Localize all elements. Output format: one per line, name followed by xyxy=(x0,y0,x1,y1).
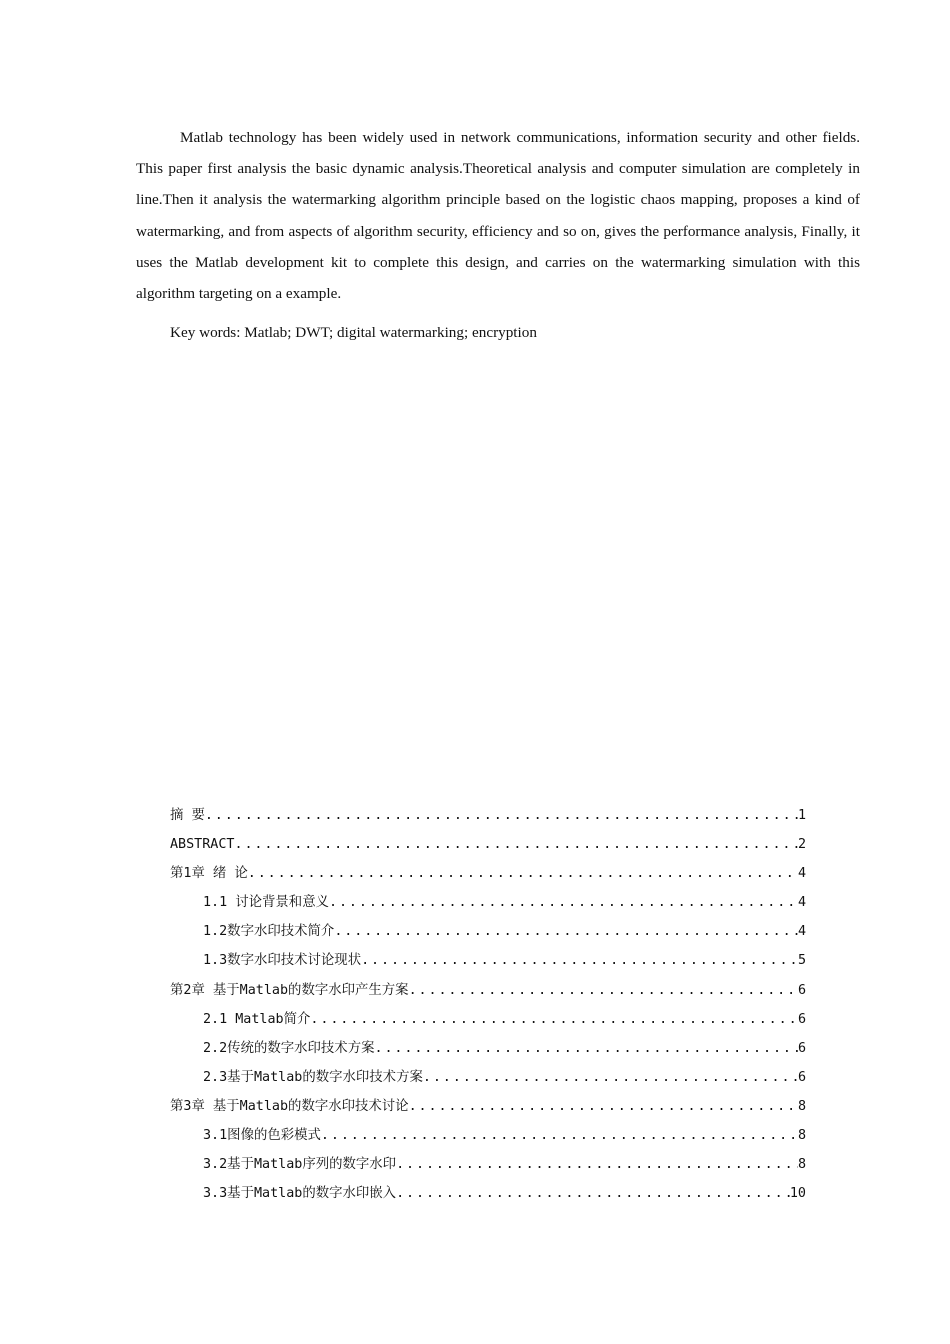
toc-dot-leader xyxy=(248,859,798,888)
toc-entry-title: 3.3基于Matlab的数字水印嵌入 xyxy=(203,1186,397,1202)
toc-entry-title: 1.3数字水印技术讨论现状 xyxy=(203,953,362,969)
toc-entry-title: 3.2基于Matlab序列的数字水印 xyxy=(203,1157,397,1173)
toc-entry[interactable] xyxy=(170,1063,806,1092)
toc-entry-title: 1.1 讨论背景和意义 xyxy=(203,895,329,911)
toc-entry-title: 第1章 绪 论 xyxy=(170,866,248,882)
toc-entry-title: 2.3基于Matlab的数字水印技术方案 xyxy=(203,1069,423,1085)
toc-entry-page: 1 xyxy=(797,808,806,823)
keywords-line: Key words: Matlab; DWT; digital watermarking; encryption xyxy=(170,324,537,342)
toc-entry[interactable] xyxy=(170,976,806,1005)
toc-entry-page: 8 xyxy=(797,1128,806,1144)
abstract-paragraph: Matlab technology has been widely used in network communications, information security and other fields. This paper first analysis the basic dynamic analysis.Theoretical analysis and computer simulation are completely in line.Then it analysis the watermarking algorithm principle based on the logistic chaos mapping, proposes a kind of watermarking, and from aspects of algorithm security, efficiency and so on, gives the performance analysis, Finally, it uses the Matlab development kit to complete this design, and carries on the watermarking simulation with this algorithm targeting on a example. xyxy=(136,129,860,303)
toc-entry[interactable] xyxy=(170,859,806,888)
toc-entry-page: 4 xyxy=(797,895,806,911)
toc-dot-leader xyxy=(396,1179,790,1208)
toc-entry-title: 摘 要 xyxy=(170,808,205,823)
toc-entry-page: 2 xyxy=(797,837,806,853)
toc-dot-leader xyxy=(235,830,798,859)
toc-entry-page: 8 xyxy=(797,1098,806,1114)
toc-entry-page: 6 xyxy=(797,982,806,998)
toc-entry[interactable] xyxy=(170,1121,806,1150)
toc-entry[interactable] xyxy=(170,830,806,859)
toc-dot-leader xyxy=(423,1063,798,1092)
toc-entry[interactable] xyxy=(170,1034,806,1063)
toc-entry[interactable] xyxy=(170,1150,806,1179)
toc-entry-page: 10 xyxy=(789,1186,806,1202)
toc-entry-page: 6 xyxy=(797,1011,806,1027)
toc-dot-leader xyxy=(321,1121,798,1150)
toc-dot-leader xyxy=(374,1034,797,1063)
toc-entry[interactable] xyxy=(170,1092,806,1121)
toc-entry-page: 6 xyxy=(797,1069,806,1085)
toc-entry[interactable] xyxy=(170,1005,806,1034)
toc-dot-leader xyxy=(409,1092,798,1121)
toc-dot-leader xyxy=(310,1005,798,1034)
toc-entry-page: 4 xyxy=(797,924,806,940)
toc-entry-title: 1.2数字水印技术简介 xyxy=(203,924,335,940)
toc-entry[interactable] xyxy=(170,917,806,946)
toc-entry-title: 3.1图像的色彩模式 xyxy=(203,1128,321,1144)
toc-entry-page: 6 xyxy=(797,1040,806,1056)
toc-entry[interactable] xyxy=(170,946,806,975)
toc-entry-page: 8 xyxy=(797,1157,806,1173)
toc-dot-leader xyxy=(361,946,798,975)
toc-entry-title: 第3章 基于Matlab的数字水印技术讨论 xyxy=(170,1098,409,1114)
toc-entry[interactable] xyxy=(170,801,806,830)
abstract-section xyxy=(136,122,860,348)
toc-entry-title: 第2章 基于Matlab的数字水印产生方案 xyxy=(170,982,409,998)
toc-dot-leader xyxy=(409,976,798,1005)
toc-entry[interactable] xyxy=(170,888,806,917)
toc-entry-title: ABSTRACT xyxy=(170,837,235,853)
toc-dot-leader xyxy=(396,1150,798,1179)
toc-entry[interactable] xyxy=(170,1179,806,1208)
toc-entry-page: 5 xyxy=(797,953,806,969)
toc-entry-page: 4 xyxy=(797,866,806,882)
toc-dot-leader xyxy=(205,801,798,830)
toc-entry-title: 2.2传统的数字水印技术方案 xyxy=(203,1040,375,1056)
toc-dot-leader xyxy=(334,917,798,946)
toc-entry-title: 2.1 Matlab简介 xyxy=(203,1011,311,1027)
table-of-contents xyxy=(170,801,806,1208)
toc-dot-leader xyxy=(329,888,798,917)
